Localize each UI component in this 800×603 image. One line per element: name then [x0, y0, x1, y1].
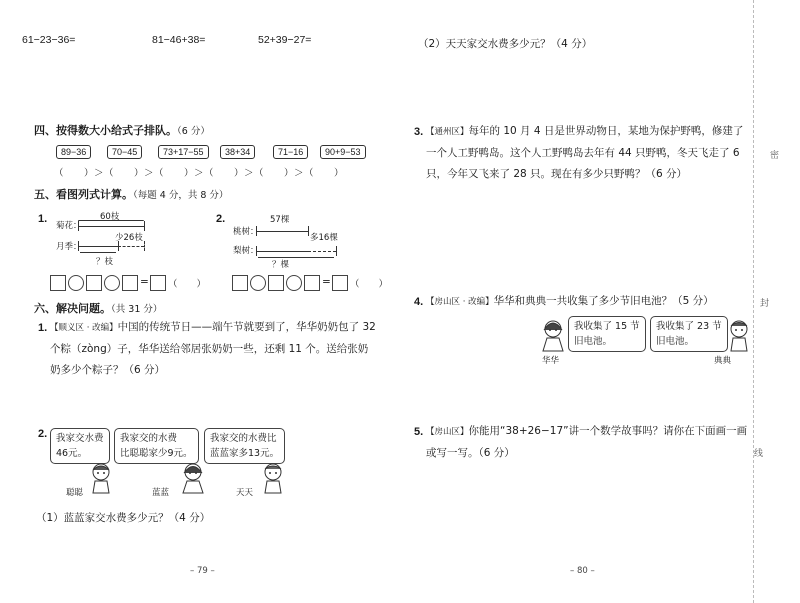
bubble-lanlan	[114, 428, 199, 464]
q4-body: 华华和典典一共收集了多少节旧电池？（5 分）	[493, 295, 714, 307]
q5-tag: 【房山区】	[426, 427, 469, 437]
bubble-line: 旧电池。	[574, 336, 613, 347]
p1-diff: 少26枝	[115, 233, 143, 243]
answer-box[interactable]	[50, 275, 66, 291]
name-tiantian: 天天	[236, 488, 254, 498]
child-boy-icon	[88, 462, 114, 494]
answer-box[interactable]	[86, 275, 102, 291]
p2-diff: 多16棵	[310, 233, 338, 243]
expr-5: 71−16	[273, 145, 308, 159]
operator-circle[interactable]	[104, 275, 120, 291]
page-number-79: – 79 –	[190, 566, 215, 576]
bubble-line: 46元。	[56, 448, 88, 459]
order-row: （ ）＞（ ）＞（ ）＞（ ）＞（ ）＞（ ）	[54, 168, 345, 179]
expr-3: 73+17−55	[158, 145, 209, 159]
bubble-line: 我收集了 23 节	[656, 321, 722, 332]
p1-row1: 菊花：	[56, 221, 82, 231]
expr-6: 90+9−53	[320, 145, 366, 159]
q6-title-text: 六、解决问题。	[34, 302, 111, 315]
child-boy-icon	[260, 462, 286, 494]
expr-2: 70−45	[107, 145, 142, 159]
bubble-line: 旧电池。	[656, 336, 695, 347]
bubble-huahua	[568, 316, 646, 352]
q6-title	[34, 300, 162, 316]
binding-margin	[753, 0, 792, 603]
child-girl-icon	[180, 462, 206, 494]
answer-box[interactable]	[304, 275, 320, 291]
p1-row2: 月季：	[56, 242, 82, 252]
name-diandian: 典典	[714, 356, 732, 366]
bubble-line: 我家交的水费比	[210, 433, 277, 444]
q5-score: （每题 4 分，共 8 分）	[133, 190, 229, 201]
sub-question-2: （2）天天家交水费多少元？（4 分）	[418, 38, 593, 50]
p1-question: ？枝	[96, 257, 114, 267]
child-boy-icon	[726, 318, 752, 352]
q4-title	[34, 122, 210, 138]
q3-body: 每年的 10 月 4 日是世界动物日，某地为保护野鸭，修建了一个人工野鸭岛。这个人工野鸭岛去年有 44 只野鸭，冬天飞走了 6 只，今年又飞来了 28 只。现在有多少只野鸭？（6 分）	[426, 125, 744, 180]
q6-score: （共 31 分）	[111, 304, 163, 315]
bubble-congcong	[50, 428, 110, 464]
q5-p1-num: 1.	[38, 213, 48, 225]
p2-row2: 梨树：	[233, 246, 259, 256]
operator-circle[interactable]	[286, 275, 302, 291]
calc-3: 52+39−27=	[258, 34, 312, 46]
q4-tag: 【房山区 · 改编】	[426, 297, 494, 307]
bubble-line: 蓝蓝家多13元。	[210, 448, 280, 459]
q6-p2-num: 2.	[38, 428, 48, 440]
operator-circle[interactable]	[250, 275, 266, 291]
margin-char-xian: 线	[754, 449, 764, 459]
name-congcong: 聪聪	[66, 488, 84, 498]
q4-text	[426, 291, 750, 313]
p1-total: 60枝	[100, 212, 120, 222]
expr-1: 89−36	[56, 145, 91, 159]
bubble-diandian	[650, 316, 728, 352]
p2-question: ？棵	[272, 260, 290, 270]
q5-title	[34, 186, 228, 202]
q5-title-text: 五、看图列式计算。	[34, 188, 133, 201]
q3-text	[426, 121, 750, 185]
answer-box[interactable]	[232, 275, 248, 291]
margin-char-feng: 封	[760, 299, 770, 309]
q6-p1-body: 中国的传统节日——端午节就要到了，华华奶奶包了 32 个粽（zòng）子，华华送给邻居张奶奶一些，还剩 11 个。送给张奶奶多少个粽子？（6 分）	[50, 321, 376, 376]
equals-sign: =	[140, 276, 149, 288]
margin-char-mi: 密	[770, 151, 780, 161]
operator-circle[interactable]	[68, 275, 84, 291]
name-huahua: 华华	[542, 356, 560, 366]
bubble-tiantian	[204, 428, 285, 464]
q6-p1-text	[50, 317, 378, 381]
answer-box[interactable]	[122, 275, 138, 291]
q6-p1-num: 1.	[38, 322, 48, 334]
expr-4: 38+34	[220, 145, 255, 159]
calc-2: 81−46+38=	[152, 34, 206, 46]
q5-p2-num: 2.	[216, 213, 226, 225]
name-lanlan: 蓝蓝	[152, 488, 170, 498]
unit-paren: （ ）	[168, 279, 207, 290]
bubble-line: 我家交水费	[56, 433, 104, 444]
bubble-line: 比聪聪家少9元。	[120, 448, 193, 459]
q4-num: 4.	[414, 296, 424, 308]
q5-text	[426, 421, 750, 464]
q4-score: （6 分）	[177, 126, 210, 137]
answer-box[interactable]	[150, 275, 166, 291]
answer-box[interactable]	[268, 275, 284, 291]
q3-tag: 【通州区】	[426, 127, 469, 137]
sub-question-1: （1）蓝蓝家交水费多少元？（4 分）	[36, 512, 211, 524]
bubble-line: 我收集了 15 节	[574, 321, 640, 332]
q4-title-text: 四、按得数大小给式子排队。	[34, 124, 177, 137]
child-girl-icon	[540, 318, 566, 352]
unit-paren: （ ）	[350, 279, 389, 290]
p2-row1: 桃树：	[233, 227, 259, 237]
equals-sign: =	[322, 276, 331, 288]
answer-box[interactable]	[332, 275, 348, 291]
calc-1: 61−23−36=	[22, 34, 76, 46]
q3-num: 3.	[414, 126, 424, 138]
p2-total: 57棵	[270, 215, 290, 225]
q5-body: 你能用“38+26−17”讲一个数学故事吗？请你在下面画一画或写一写。（6 分）	[426, 425, 748, 459]
q6-p1-tag: 【顺义区 · 改编】	[50, 323, 118, 333]
q5-num: 5.	[414, 426, 424, 438]
page-number-80: – 80 –	[570, 566, 595, 576]
bubble-line: 我家交的水费	[120, 433, 178, 444]
